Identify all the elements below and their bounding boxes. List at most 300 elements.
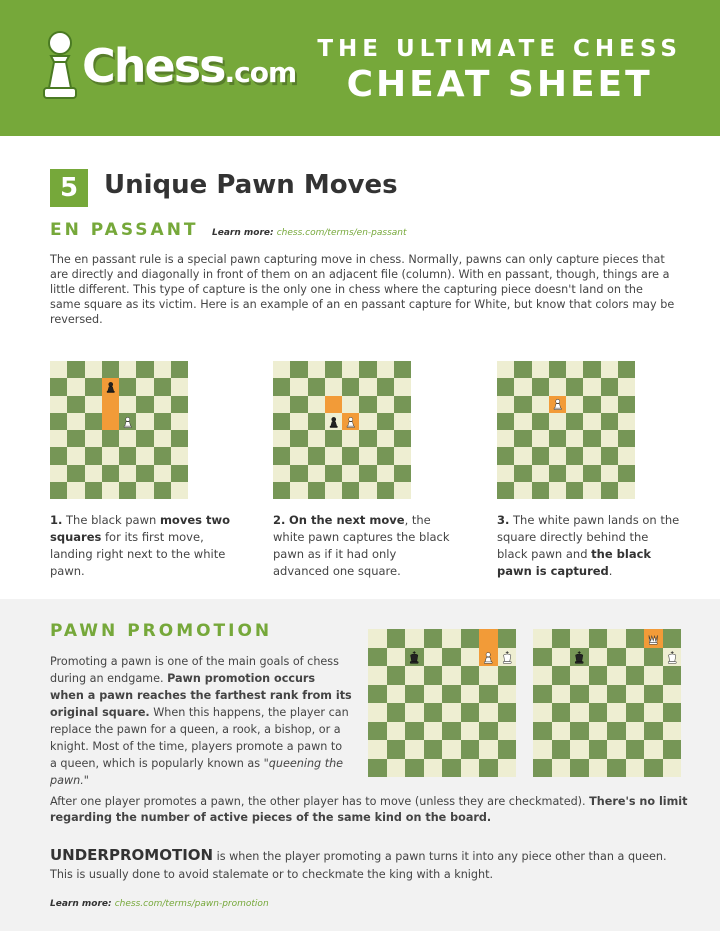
board-square [102, 482, 119, 499]
board-square [50, 447, 67, 464]
board-square [290, 447, 307, 464]
step-caption-2: 2. On the next move, the white pawn captures the black pawn as if it had only advanced one square. [273, 513, 450, 578]
board-square [442, 629, 461, 648]
board-square [644, 629, 663, 648]
board-square [532, 396, 549, 413]
board-square [50, 396, 67, 413]
en-passant-heading: EN PASSANT [50, 220, 199, 240]
board-square [442, 722, 461, 741]
board-square [50, 413, 67, 430]
en-passant-board-1 [50, 361, 188, 499]
board-square [50, 482, 67, 499]
white-pawn-icon [549, 396, 566, 413]
board-square [359, 361, 376, 378]
board-square [514, 447, 531, 464]
board-square [442, 685, 461, 704]
board-square [601, 413, 618, 430]
board-square [533, 759, 552, 778]
board-square [479, 759, 498, 778]
board-square [67, 396, 84, 413]
board-square [368, 666, 387, 685]
step-caption-1: 1. The black pawn moves two squares for its first move, landing right next to the white pawn. [50, 513, 231, 578]
board-square [154, 396, 171, 413]
board-square [377, 396, 394, 413]
board-square [514, 465, 531, 482]
board-square [497, 413, 514, 430]
board-square [514, 361, 531, 378]
board-square [514, 396, 531, 413]
board-square [85, 482, 102, 499]
board-square [461, 740, 480, 759]
title-line-1: THE ULTIMATE CHESS [317, 36, 682, 62]
board-square [618, 378, 635, 395]
board-square [424, 740, 443, 759]
board-square [394, 482, 411, 499]
board-square [325, 361, 342, 378]
board-square [377, 413, 394, 430]
board-square [479, 722, 498, 741]
board-square [119, 361, 136, 378]
pawn-promotion-heading: PAWN PROMOTION [50, 621, 273, 641]
board-square [532, 378, 549, 395]
board-square [618, 465, 635, 482]
en-passant-description: The en passant rule is a special pawn capturing move in chess. Normally, pawns can only capture pieces that are directly and diagonally in front of them on an adjacent file (column). With en passant, though, things are a little different. This type of capture is the only one in chess where the capturing piece doesn't land on the same square as its victim. Here is an example of an en passant capture for White, but know that colors may be reversed. [50, 253, 675, 326]
board-square [607, 703, 626, 722]
board-square [368, 722, 387, 741]
board-square [85, 413, 102, 430]
board-square [532, 430, 549, 447]
board-square [566, 361, 583, 378]
board-square [387, 629, 406, 648]
board-square [424, 629, 443, 648]
board-square [290, 482, 307, 499]
board-square [50, 378, 67, 395]
board-square [618, 430, 635, 447]
board-square [663, 759, 682, 778]
board-square [342, 447, 359, 464]
board-square [533, 666, 552, 685]
board-square [405, 685, 424, 704]
board-square [394, 396, 411, 413]
en-passant-board-2 [273, 361, 411, 499]
board-square [368, 703, 387, 722]
board-square [479, 629, 498, 648]
board-square [479, 648, 498, 667]
board-square [663, 666, 682, 685]
board-square [498, 685, 517, 704]
board-square [498, 740, 517, 759]
board-square [626, 740, 645, 759]
board-square [171, 447, 188, 464]
board-square [325, 482, 342, 499]
board-square [377, 447, 394, 464]
board-square [424, 666, 443, 685]
board-square [273, 378, 290, 395]
board-square [552, 740, 571, 759]
pawn-icon [40, 30, 80, 102]
board-square [85, 361, 102, 378]
board-square [154, 378, 171, 395]
chesscom-logo[interactable] [40, 26, 296, 106]
board-square [663, 722, 682, 741]
board-square [368, 759, 387, 778]
board-square [325, 465, 342, 482]
learn-more-en-passant [212, 228, 407, 238]
board-square [583, 430, 600, 447]
board-square [601, 447, 618, 464]
board-square [498, 722, 517, 741]
board-square [497, 361, 514, 378]
board-square [154, 430, 171, 447]
board-square [290, 361, 307, 378]
board-square [583, 465, 600, 482]
section-title: Unique Pawn Moves [104, 170, 398, 200]
board-square [498, 629, 517, 648]
board-square [533, 703, 552, 722]
board-square [461, 722, 480, 741]
board-square [154, 465, 171, 482]
learn-more-promotion [50, 899, 269, 909]
promotion-note: After one player promotes a pawn, the other player has to move (unless they are checkmated). There's no limit regarding the number of active pieces of the same kind on the board. [50, 795, 688, 824]
board-square [50, 465, 67, 482]
board-square [85, 396, 102, 413]
board-square [290, 413, 307, 430]
board-square [405, 666, 424, 685]
board-square [102, 447, 119, 464]
board-square [589, 666, 608, 685]
board-square [387, 703, 406, 722]
board-square [549, 396, 566, 413]
board-square [644, 722, 663, 741]
board-square [514, 413, 531, 430]
board-square [394, 361, 411, 378]
board-square [607, 648, 626, 667]
learn-more-label: Learn more: [212, 228, 274, 238]
board-square [498, 666, 517, 685]
board-square [442, 703, 461, 722]
board-square [67, 465, 84, 482]
board-square [308, 361, 325, 378]
board-square [136, 378, 153, 395]
black-pawn-icon [102, 378, 119, 395]
pawn-promotion-link[interactable]: chess.com/terms/pawn-promotion [114, 899, 269, 909]
board-square [533, 722, 552, 741]
board-square [497, 430, 514, 447]
board-square [552, 685, 571, 704]
board-square [405, 648, 424, 667]
board-square [377, 430, 394, 447]
board-square [461, 703, 480, 722]
underpromotion-note: UNDERPROMOTION is when the player promoting a pawn turns it into any piece other than a queen. This is usually done to avoid stalemate or to checkmate the king with a knight. [50, 846, 667, 881]
board-square [405, 722, 424, 741]
board-square [479, 666, 498, 685]
board-square [532, 482, 549, 499]
board-square [424, 685, 443, 704]
board-square [387, 722, 406, 741]
board-square [601, 465, 618, 482]
promotion-board-1 [368, 629, 516, 777]
white-pawn-icon [479, 648, 498, 667]
board-square [171, 482, 188, 499]
board-square [589, 648, 608, 667]
board-square [549, 413, 566, 430]
board-square [618, 482, 635, 499]
board-square [119, 430, 136, 447]
board-square [308, 396, 325, 413]
board-square [618, 361, 635, 378]
board-square [533, 740, 552, 759]
board-square [552, 759, 571, 778]
white-pawn-icon [119, 413, 136, 430]
en-passant-board-3 [497, 361, 635, 499]
board-square [273, 465, 290, 482]
board-square [644, 685, 663, 704]
board-square [607, 722, 626, 741]
board-square [387, 666, 406, 685]
board-square [325, 378, 342, 395]
board-square [497, 465, 514, 482]
board-square [644, 703, 663, 722]
board-square [566, 465, 583, 482]
board-square [626, 666, 645, 685]
board-square [67, 430, 84, 447]
board-square [549, 482, 566, 499]
board-square [644, 759, 663, 778]
board-square [626, 703, 645, 722]
board-square [533, 685, 552, 704]
board-square [663, 740, 682, 759]
board-square [119, 482, 136, 499]
board-square [570, 722, 589, 741]
white-king-icon [663, 648, 682, 667]
board-square [67, 413, 84, 430]
board-square [583, 447, 600, 464]
board-square [566, 396, 583, 413]
board-square [552, 666, 571, 685]
board-square [618, 396, 635, 413]
board-square [589, 759, 608, 778]
board-square [290, 465, 307, 482]
en-passant-link[interactable]: chess.com/terms/en-passant [276, 228, 407, 238]
board-square [497, 482, 514, 499]
board-square [601, 482, 618, 499]
board-square [497, 447, 514, 464]
board-square [589, 629, 608, 648]
board-square [644, 648, 663, 667]
section-number-badge: 5 [50, 169, 88, 207]
board-square [85, 447, 102, 464]
board-square [342, 361, 359, 378]
board-square [663, 685, 682, 704]
board-square [308, 413, 325, 430]
board-square [325, 413, 342, 430]
board-square [405, 740, 424, 759]
board-square [377, 361, 394, 378]
board-square [342, 430, 359, 447]
board-square [342, 396, 359, 413]
board-square [583, 378, 600, 395]
board-square [342, 413, 359, 430]
board-square [136, 482, 153, 499]
board-square [607, 685, 626, 704]
board-square [102, 396, 119, 413]
board-square [570, 666, 589, 685]
board-square [424, 722, 443, 741]
board-square [387, 648, 406, 667]
white-pawn-icon [342, 413, 359, 430]
board-square [290, 396, 307, 413]
board-square [533, 648, 552, 667]
board-square [171, 361, 188, 378]
board-square [394, 430, 411, 447]
board-square [424, 703, 443, 722]
board-square [359, 447, 376, 464]
page-title [317, 36, 682, 105]
board-square [607, 740, 626, 759]
board-square [342, 465, 359, 482]
board-square [424, 759, 443, 778]
board-square [405, 629, 424, 648]
board-square [461, 666, 480, 685]
board-square [566, 482, 583, 499]
board-square [50, 361, 67, 378]
white-queen-icon [644, 629, 663, 648]
board-square [308, 482, 325, 499]
board-square [589, 703, 608, 722]
board-square [566, 430, 583, 447]
board-square [618, 413, 635, 430]
board-square [566, 413, 583, 430]
board-square [552, 648, 571, 667]
board-square [154, 361, 171, 378]
board-square [570, 629, 589, 648]
board-square [405, 703, 424, 722]
board-square [589, 740, 608, 759]
board-square [424, 648, 443, 667]
board-square [154, 447, 171, 464]
board-square [583, 413, 600, 430]
board-square [67, 482, 84, 499]
brand-suffix: .com [224, 56, 297, 89]
board-square [119, 413, 136, 430]
board-square [171, 396, 188, 413]
board-square [273, 413, 290, 430]
board-square [273, 396, 290, 413]
board-square [136, 361, 153, 378]
board-square [663, 629, 682, 648]
board-square [570, 740, 589, 759]
board-square [498, 648, 517, 667]
promotion-description: Promoting a pawn is one of the main goals of chess during an endgame. Pawn promotion occurs when a pawn reaches the farthest rank from its original square. When this happens, the player can replace the pawn for a queen, a rook, a bishop, or a knight. Most of the time, players promote a pawn to a queen, which is popularly known as "queening the pawn." [50, 655, 352, 787]
learn-more-label-2: Learn more: [50, 899, 112, 909]
header-banner [0, 0, 720, 136]
board-square [85, 378, 102, 395]
board-square [119, 396, 136, 413]
board-square [552, 722, 571, 741]
board-square [290, 430, 307, 447]
board-square [85, 430, 102, 447]
board-square [368, 740, 387, 759]
brand-main: Chess [82, 39, 225, 93]
black-king-icon [570, 648, 589, 667]
board-square [102, 361, 119, 378]
board-square [601, 430, 618, 447]
board-square [342, 378, 359, 395]
board-square [50, 430, 67, 447]
board-square [626, 629, 645, 648]
board-square [377, 378, 394, 395]
board-square [583, 482, 600, 499]
brand-wordmark [82, 39, 296, 93]
board-square [532, 465, 549, 482]
board-square [566, 378, 583, 395]
board-square [442, 759, 461, 778]
board-square [552, 703, 571, 722]
board-square [136, 465, 153, 482]
board-square [102, 413, 119, 430]
board-square [626, 759, 645, 778]
board-square [368, 648, 387, 667]
board-square [549, 361, 566, 378]
board-square [601, 378, 618, 395]
board-square [377, 482, 394, 499]
board-square [273, 430, 290, 447]
board-square [342, 482, 359, 499]
board-square [67, 378, 84, 395]
board-square [497, 378, 514, 395]
board-square [119, 378, 136, 395]
board-square [325, 396, 342, 413]
board-square [626, 685, 645, 704]
board-square [273, 361, 290, 378]
board-square [136, 430, 153, 447]
board-square [377, 465, 394, 482]
board-square [359, 430, 376, 447]
board-square [498, 759, 517, 778]
board-square [359, 378, 376, 395]
board-square [626, 648, 645, 667]
board-square [498, 703, 517, 722]
board-square [589, 685, 608, 704]
board-square [497, 396, 514, 413]
board-square [607, 666, 626, 685]
board-square [514, 378, 531, 395]
promotion-board-2 [533, 629, 681, 777]
white-king-icon [498, 648, 517, 667]
board-square [570, 648, 589, 667]
board-square [394, 447, 411, 464]
board-square [442, 648, 461, 667]
board-square [290, 378, 307, 395]
black-king-icon [405, 648, 424, 667]
board-square [102, 465, 119, 482]
board-square [171, 430, 188, 447]
board-square [607, 629, 626, 648]
board-square [154, 482, 171, 499]
board-square [618, 447, 635, 464]
board-square [325, 447, 342, 464]
board-square [368, 629, 387, 648]
board-square [461, 648, 480, 667]
board-square [549, 465, 566, 482]
board-square [607, 759, 626, 778]
board-square [67, 447, 84, 464]
board-square [514, 482, 531, 499]
board-square [461, 629, 480, 648]
board-square [601, 361, 618, 378]
board-square [549, 378, 566, 395]
board-square [514, 430, 531, 447]
